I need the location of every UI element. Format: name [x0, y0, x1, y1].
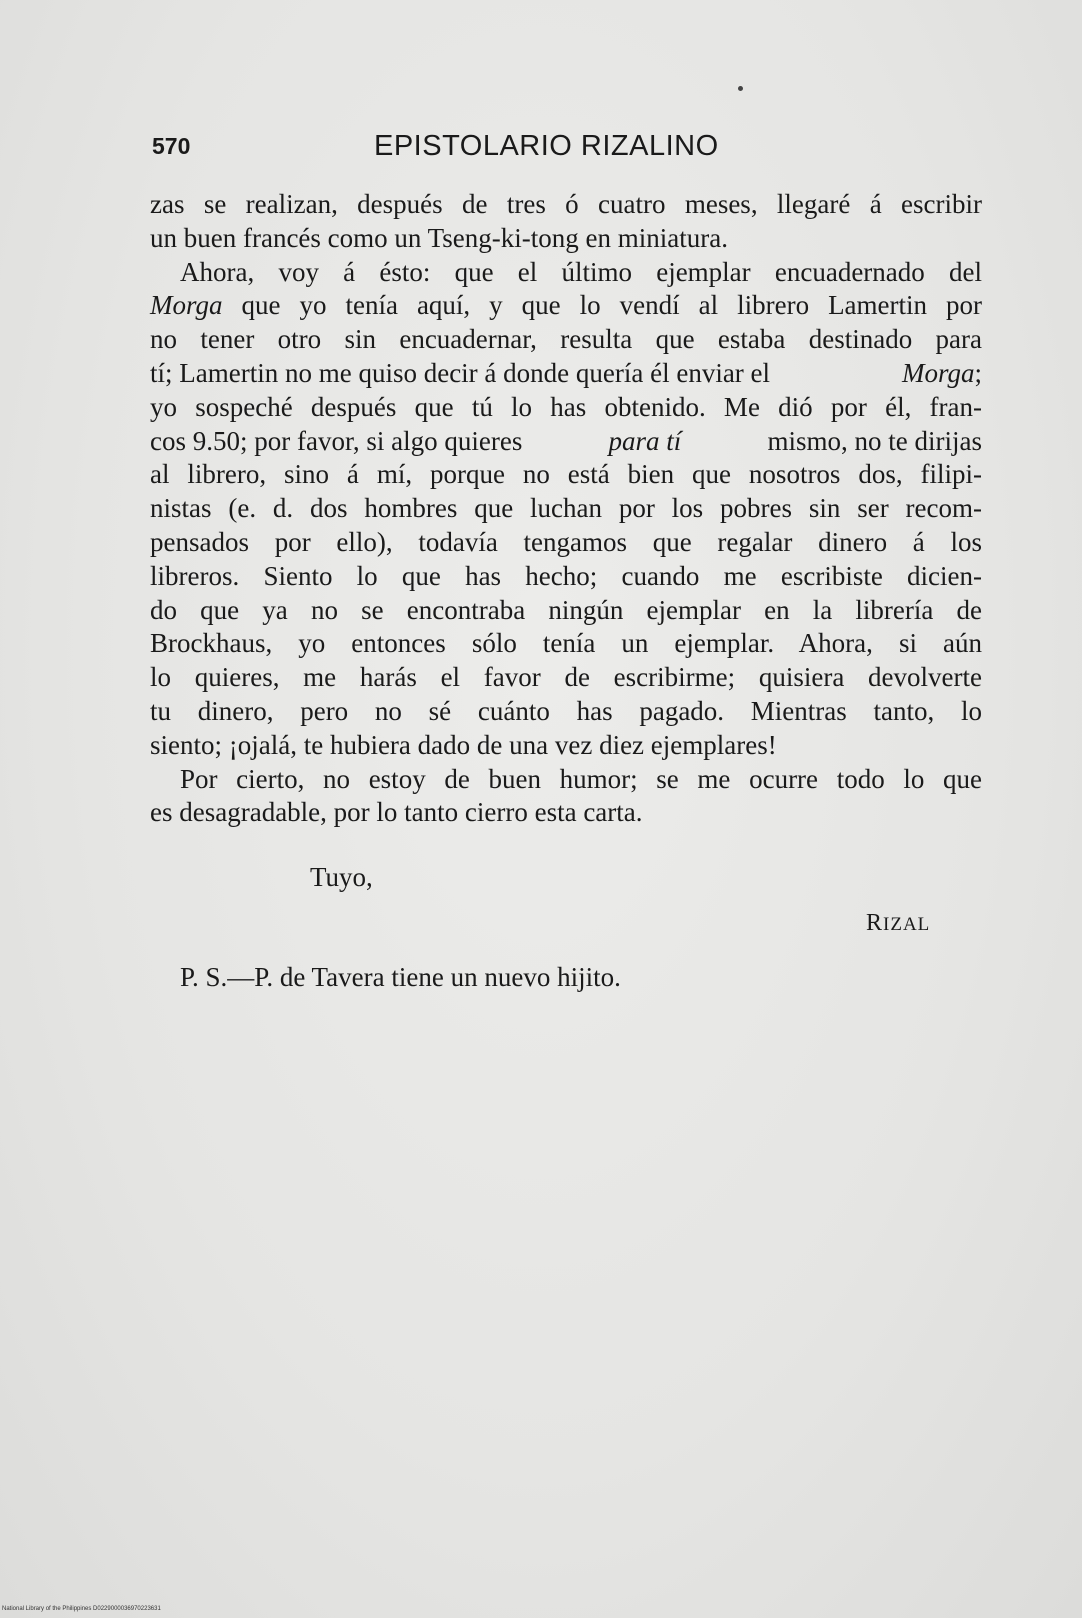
letter-body — [150, 188, 982, 830]
text-line: Por cierto, no estoy de buen humor; se me ocurre todo lo que — [180, 763, 982, 794]
text-line: Morga que yo tenía aquí, y que lo vendí al librero Lamertin por — [150, 290, 983, 321]
text-line: Ahora, voy á ésto: que el último ejemplar encuadernado del — [180, 256, 982, 287]
text-line: un buen francés como un Tseng-ki-tong en miniatura. — [150, 222, 728, 253]
italic-title: Morga — [150, 290, 223, 321]
footer-source-label: National Library of the Philippines D0229000036970223631 — [2, 1606, 161, 1612]
text-line: no tener otro sin encuadernar, resulta que estaba destinado para — [150, 324, 982, 355]
italic-phrase: para tí — [608, 425, 682, 456]
text-line: cos 9.50; por favor, si algo quieres para tí mismo, no te dirijas — [150, 425, 982, 459]
page-number: 570 — [152, 133, 191, 159]
text-line: do que ya no se encontraba ningún ejemplar en la librería de — [150, 594, 982, 625]
text-line: nistas (e. d. dos hombres que luchan por los pobres sin ser recom- — [150, 493, 982, 524]
text-line: yo sospeché después que tú lo has obtenido. Me dió por él, fran- — [150, 391, 982, 422]
closing-salutation: Tuyo, — [310, 862, 373, 892]
text-line: libreros. Siento lo que has hecho; cuando me escribiste dicien- — [150, 560, 982, 591]
italic-title: Morga — [901, 357, 975, 388]
text-line: tu dinero, pero no sé cuánto has pagado. Mientras tanto, lo — [150, 695, 982, 726]
running-title: EPISTOLARIO RIZALINO — [374, 130, 719, 162]
signature: RIZAL — [866, 910, 931, 936]
text-line: es desagradable, por lo tanto cierro esta carta. — [150, 797, 643, 828]
postscript: P. S.—P. de Tavera tiene un nuevo hijito. — [180, 962, 621, 992]
text-line: Brockhaus, yo entonces sólo tenía un ejemplar. Ahora, si aún — [150, 628, 982, 659]
text-line: pensados por ello), todavía tengamos que regalar dinero á los — [150, 526, 982, 557]
text-line: lo quieres, me harás el favor de escribirme; quisiera devolverte — [150, 662, 982, 693]
page-header — [152, 130, 982, 173]
ink-speck — [738, 86, 743, 91]
text-line: siento; ¡ojalá, te hubiera dado de una vez diez ejemplares! — [150, 729, 777, 760]
text-line: al librero, sino á mí, porque no está bien que nosotros dos, filipi- — [150, 459, 982, 490]
text-line: tí; Lamertin no me quiso decir á donde quería él enviar el Morga; — [150, 357, 982, 388]
text-line: zas se realizan, después de tres ó cuatro meses, llegaré á escribir — [150, 189, 982, 219]
